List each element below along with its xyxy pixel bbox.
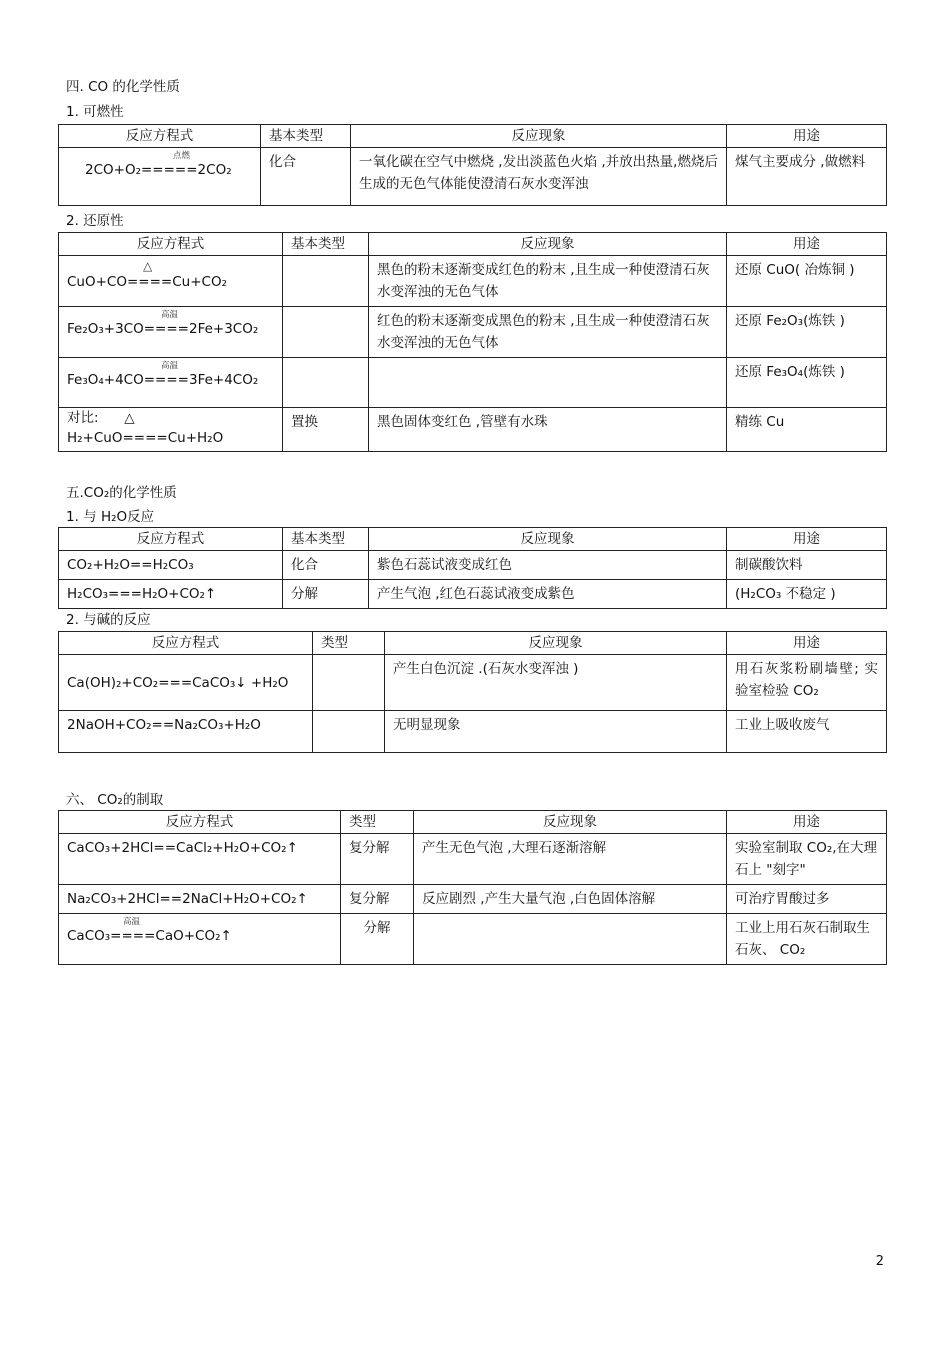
header-type: 基本类型 bbox=[261, 125, 351, 148]
equation-cell bbox=[59, 256, 283, 307]
header-phenomenon: 反应现象 bbox=[369, 233, 727, 256]
table-header-row bbox=[59, 125, 887, 148]
equation-cell bbox=[59, 148, 261, 206]
table-row bbox=[59, 655, 887, 711]
table-row bbox=[59, 307, 887, 358]
header-equation: 反应方程式 bbox=[59, 233, 283, 256]
header-type: 类型 bbox=[313, 632, 385, 655]
header-type: 类型 bbox=[341, 811, 414, 834]
equation-cell: Ca(OH)₂+CO₂===CaCO₃↓ +H₂O bbox=[59, 655, 313, 711]
equation-cell bbox=[59, 358, 283, 408]
type-cell bbox=[313, 655, 385, 711]
header-type: 基本类型 bbox=[283, 233, 369, 256]
table-row bbox=[59, 256, 887, 307]
type-cell: 分解 bbox=[283, 580, 369, 609]
use-cell: 还原 Fe₂O₃(炼铁 ) bbox=[727, 307, 887, 358]
phenomenon-cell: 黑色固体变红色 ,管壁有水珠 bbox=[369, 408, 727, 452]
header-use: 用途 bbox=[727, 125, 887, 148]
table-co-combustion bbox=[58, 124, 887, 206]
table-co2-water bbox=[58, 527, 887, 609]
use-cell: 可治疗胃酸过多 bbox=[727, 885, 887, 914]
reaction-condition: 高温 bbox=[161, 361, 179, 371]
section-6-title: 六、 CO₂的制取 bbox=[66, 792, 164, 808]
type-cell: 置换 bbox=[283, 408, 369, 452]
header-equation: 反应方程式 bbox=[59, 632, 313, 655]
table-header-row bbox=[59, 632, 887, 655]
header-use: 用途 bbox=[727, 632, 887, 655]
equation-cell: CaCO₃+2HCl==CaCl₂+H₂O+CO₂↑ bbox=[59, 834, 341, 885]
comparison-label: 对比: △ bbox=[67, 410, 135, 426]
phenomenon-cell: 黑色的粉末逐渐变成红色的粉末 ,且生成一种使澄清石灰水变浑浊的无色气体 bbox=[369, 256, 727, 307]
phenomenon-cell: 紫色石蕊试液变成红色 bbox=[369, 551, 727, 580]
header-use: 用途 bbox=[727, 811, 887, 834]
table-header-row bbox=[59, 233, 887, 256]
equation-cell bbox=[59, 914, 341, 965]
table-co2-base bbox=[58, 631, 887, 753]
section-5-title: 五.CO₂的化学性质 bbox=[66, 485, 177, 501]
table-row bbox=[59, 834, 887, 885]
equation: CuO+CO====Cu+CO₂ bbox=[67, 274, 227, 290]
type-cell bbox=[283, 256, 369, 307]
section-5-sub-1: 1. 与 H₂O反应 bbox=[66, 509, 155, 525]
equation-cell: CO₂+H₂O==H₂CO₃ bbox=[59, 551, 283, 580]
phenomenon-cell bbox=[414, 914, 727, 965]
use-cell: 精练 Cu bbox=[727, 408, 887, 452]
equation: H₂+CuO====Cu+H₂O bbox=[67, 430, 224, 446]
table-header-row bbox=[59, 528, 887, 551]
header-phenomenon: 反应现象 bbox=[385, 632, 727, 655]
use-cell: (H₂CO₃ 不稳定 ) bbox=[727, 580, 887, 609]
table-co-reduction bbox=[58, 232, 887, 452]
equation-cell: Na₂CO₃+2HCl==2NaCl+H₂O+CO₂↑ bbox=[59, 885, 341, 914]
use-cell: 工业上吸收废气 bbox=[727, 711, 887, 753]
type-cell bbox=[283, 307, 369, 358]
phenomenon-cell: 无明显现象 bbox=[385, 711, 727, 753]
table-header-row bbox=[59, 811, 887, 834]
equation-cell: 2NaOH+CO₂==Na₂CO₃+H₂O bbox=[59, 711, 313, 753]
type-cell bbox=[313, 711, 385, 753]
header-equation: 反应方程式 bbox=[59, 811, 341, 834]
use-cell: 还原 Fe₃O₄(炼铁 ) bbox=[727, 358, 887, 408]
equation: Fe₂O₃+3CO====2Fe+3CO₂ bbox=[67, 321, 259, 337]
phenomenon-cell: 红色的粉末逐渐变成黑色的粉末 ,且生成一种使澄清石灰水变浑浊的无色气体 bbox=[369, 307, 727, 358]
phenomenon-cell: 反应剧烈 ,产生大量气泡 ,白色固体溶解 bbox=[414, 885, 727, 914]
header-use: 用途 bbox=[727, 528, 887, 551]
use-cell: 实验室制取 CO₂,在大理石上 "刻字" bbox=[727, 834, 887, 885]
type-cell: 化合 bbox=[261, 148, 351, 206]
section-4-sub-1: 1. 可燃性 bbox=[66, 104, 124, 120]
equation-cell: H₂CO₃===H₂O+CO₂↑ bbox=[59, 580, 283, 609]
table-row bbox=[59, 551, 887, 580]
use-cell: 煤气主要成分 ,做燃料 bbox=[727, 148, 887, 206]
phenomenon-cell: 产生气泡 ,红色石蕊试液变成紫色 bbox=[369, 580, 727, 609]
header-use: 用途 bbox=[727, 233, 887, 256]
type-cell: 化合 bbox=[283, 551, 369, 580]
equation: Fe₃O₄+4CO====3Fe+4CO₂ bbox=[67, 372, 259, 388]
use-cell: 还原 CuO( 冶炼铜 ) bbox=[727, 256, 887, 307]
phenomenon-cell: 一氧化碳在空气中燃烧 ,发出淡蓝色火焰 ,并放出热量,燃烧后生成的无色气体能使澄清石灰水变浑浊 bbox=[351, 148, 727, 206]
header-phenomenon: 反应现象 bbox=[414, 811, 727, 834]
use-cell: 制碳酸饮料 bbox=[727, 551, 887, 580]
reaction-condition: 高温 bbox=[161, 310, 179, 320]
table-co2-preparation bbox=[58, 810, 887, 965]
type-cell: 复分解 bbox=[341, 834, 414, 885]
header-type: 基本类型 bbox=[283, 528, 369, 551]
header-equation: 反应方程式 bbox=[59, 125, 261, 148]
type-cell: 分解 bbox=[341, 914, 414, 965]
header-phenomenon: 反应现象 bbox=[351, 125, 727, 148]
header-equation: 反应方程式 bbox=[59, 528, 283, 551]
page-number: 2 bbox=[875, 1254, 884, 1269]
reaction-condition: 点燃 bbox=[173, 151, 191, 161]
phenomenon-cell: 产生白色沉淀 .(石灰水变浑浊 ) bbox=[385, 655, 727, 711]
table-row bbox=[59, 408, 887, 452]
equation: CaCO₃====CaO+CO₂↑ bbox=[67, 928, 232, 944]
table-row bbox=[59, 914, 887, 965]
table-row bbox=[59, 358, 887, 408]
use-cell: 工业上用石灰石制取生石灰、 CO₂ bbox=[727, 914, 887, 965]
table-row bbox=[59, 885, 887, 914]
header-phenomenon: 反应现象 bbox=[369, 528, 727, 551]
type-cell: 复分解 bbox=[341, 885, 414, 914]
phenomenon-cell: 产生无色气泡 ,大理石逐渐溶解 bbox=[414, 834, 727, 885]
use-cell: 用石灰浆粉刷墙壁; 实验室检验 CO₂ bbox=[727, 655, 887, 711]
reaction-condition: △ bbox=[143, 259, 153, 273]
equation-cell bbox=[59, 408, 283, 452]
phenomenon-cell bbox=[369, 358, 727, 408]
table-row bbox=[59, 148, 887, 206]
reaction-condition: 高温 bbox=[123, 917, 141, 927]
section-5-sub-2: 2. 与碱的反应 bbox=[66, 612, 151, 628]
section-4-sub-2: 2. 还原性 bbox=[66, 213, 124, 229]
table-row bbox=[59, 580, 887, 609]
section-4-title: 四. CO 的化学性质 bbox=[66, 79, 180, 95]
table-row bbox=[59, 711, 887, 753]
equation-cell bbox=[59, 307, 283, 358]
type-cell bbox=[283, 358, 369, 408]
equation: 2CO+O₂=====2CO₂ bbox=[85, 162, 232, 178]
